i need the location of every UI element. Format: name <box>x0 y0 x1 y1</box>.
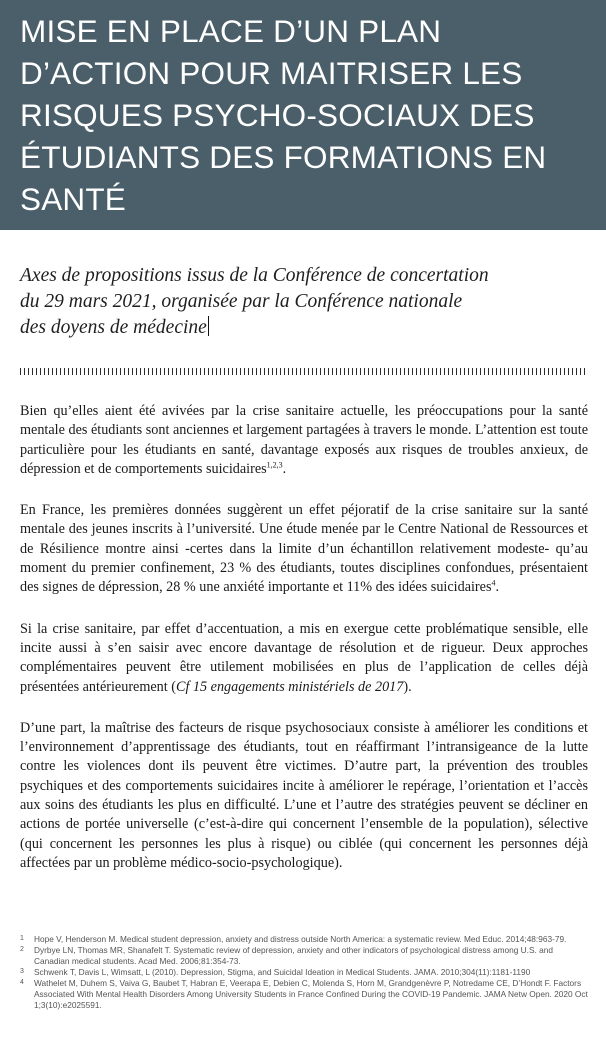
page-title: MISE EN PLACE D’UN PLAN D’ACTION POUR MAITRISER LES RISQUES PSYCHO-SOCIAUX DES ÉTUDIANTS DES FORMATIONS EN SANTÉ <box>20 13 547 217</box>
paragraph-4: D’une part, la maîtrise des facteurs de risque psychosociaux consiste à améliorer les conditions et l’environnement d’apprentissage des étudiants, tout en réaffirmant l’intransigeance de la lutte contre les violences dont ils peuvent être victimes. D’autre part, la prévention des troubles psychiques et des comportements suicidaires incite à améliorer le repérage, l’orientation et l’accès aux soins des étudiants les plus en difficulté. L’une et l’autre des stratégies peuvent se décliner en actions de portée universelle (c’est-à-dire qui concernent l’ensemble de la population), sélective (qui concernent les personnes les plus à risque) ou ciblée (qui concernent les personnes déjà affectées par un problème médico-socio-psychologique). <box>20 719 588 871</box>
text-cursor <box>208 316 209 336</box>
footnote: 1 Hope V, Henderson M. Medical student depression, anxiety and distress outside North America: a systematic review. Med Educ. 2014;48:963-79. <box>20 934 567 944</box>
paragraph-2: En France, les premières données suggèrent un effet péjoratif de la crise sanitaire sur la santé mentale des jeunes inscrits à l’université. Une étude menée par le Centre National de Ressources et de Résilience montre ainsi -certes dans la limite d’un échantillon relativement modeste- qu’au moment du premier confinement, 23 % des étudiants, toutes disciplines confondues, présentaient des signes de dépression, 28 % une anxiété importante et 11% des idées suicidaires$^4$. <box>20 502 588 596</box>
footnote-ref: 1,2,3 <box>266 460 283 470</box>
footnotes <box>20 934 588 1011</box>
header-banner <box>0 0 606 230</box>
subtitle-line: des doyens de médecine <box>20 317 207 338</box>
body-text <box>20 402 588 895</box>
reference-emphasis: Cf 15 engagements ministériels de 2017 <box>175 678 404 695</box>
paragraph-3: Si la crise sanitaire, par effet d’accentuation, a mis en exergue cette problématique sensible, elle incite aussi à s’en saisir avec encore davantage de résolution et de rigueur. Deux approches complémentaires peuvent être utilement mobilisées en plus de l’application de celles déjà présentées antérieurement (Cf 15 engagements ministériels de 2017). <box>20 620 588 695</box>
paragraph-1: Bien qu’elles aient été avivées par la crise sanitaire actuelle, les préoccupations pour la santé mentale des étudiants sont anciennes et largement partagées à travers le monde. L’attention est toute particulière pour les étudiants en santé, davantage exposés aux risques de troubles anxieux, de dépression et de comportements suicidaires$^{1,2,3}$. <box>20 403 588 477</box>
footnote: 2 Dyrbye LN, Thomas MR, Shanafelt T. Systematic review of depression, anxiety and other indicators of psychological distress among U.S. and Canadian medical students. Acad Med. 2006;81:354-73. <box>20 945 553 966</box>
footnote: 4 Wathelet M, Duhem S, Vaiva G, Baubet T, Habran E, Veerapa E, Debien C, Molenda S, Horn M, Grandgenèvre P, Notredame CE, D’Hondt F. Factors Associated With Mental Health Disorders Among University Students in France Confined During the COVID-19 Pandemic. JAMA Netw Open. 2020 Oct 1;3(10):e2025591. <box>20 978 588 1010</box>
footnote: 3 Schwenk T, Davis L, Wimsatt, L (2010). Depression, Stigma, and Suicidal Ideation in Medical Students. JAMA. 2010;304(11):1181-1190 <box>20 967 531 977</box>
footnote-ref: 4 <box>491 578 496 588</box>
dotted-divider <box>20 368 586 375</box>
subtitle <box>20 263 580 341</box>
subtitle-line: Axes de propositions issus de la Conférence de concertation <box>20 265 489 286</box>
subtitle-line: du 29 mars 2021, organisée par la Conférence nationale <box>20 291 463 312</box>
